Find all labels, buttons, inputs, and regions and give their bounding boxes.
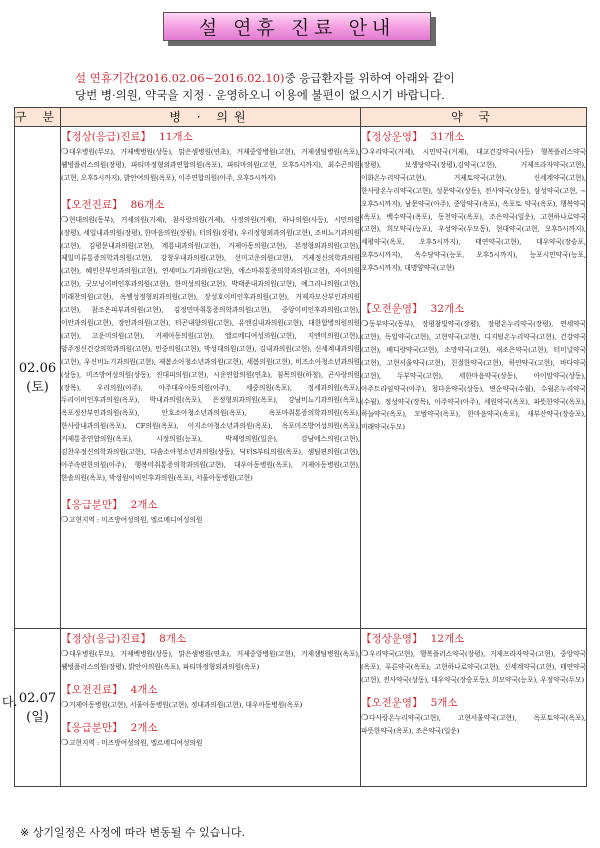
footnote: ※ 상기일정은 사정에 따라 변동될 수 있습니다. — [20, 826, 245, 839]
date: 02.06 — [18, 360, 57, 376]
header-pharmacies: 약 국 — [361, 108, 587, 127]
section-heading — [61, 631, 360, 646]
page-title: 설 연휴 진료 안내 — [198, 17, 396, 39]
clinic-list — [61, 699, 360, 712]
stray-mark: 다. — [2, 695, 18, 709]
pharmacy-list — [361, 712, 586, 738]
bullet-icon: ❍ — [61, 214, 69, 224]
title-banner — [163, 12, 435, 45]
section-count: 5개소 — [430, 696, 458, 709]
header-category: 구 분 — [15, 108, 61, 127]
section-label: 【정상운영】 — [361, 633, 423, 645]
section-label: 【오전운영】 — [361, 303, 423, 316]
bullet-icon: ❍ — [361, 319, 369, 329]
clinics-cell — [61, 629, 361, 787]
section-heading — [61, 682, 360, 697]
clinic-list-text: 고현지역 : 미즈방여성의원, 엘르메디여성의원 — [69, 515, 203, 524]
table-row — [15, 629, 587, 787]
section-heading — [361, 129, 586, 144]
title-box — [163, 12, 431, 41]
section-count: 4개소 — [130, 683, 158, 696]
intro-line2: 당번 병·의원, 약국을 지정 · 운영하오니 이용에 불편이 없으시기 바랍니다. — [75, 88, 445, 102]
intro-line1: 중 응급환자를 위하여 아래와 같이 — [284, 71, 455, 85]
clinic-list-text: 거제아동병원(고현), 서울아동병원(고현), 정내과의원(고현), 대우아동병원(옥포) — [69, 700, 303, 709]
section-label: 【응급분만】 — [61, 498, 123, 511]
clinic-list-text: 고현지역 : 미즈방여성의원, 엘르메디여성의원 — [69, 738, 203, 747]
section-count: 11개소 — [159, 131, 193, 143]
section-count: 32개소 — [430, 303, 465, 316]
pharmacies-cell — [361, 127, 587, 629]
section-heading — [61, 129, 360, 144]
header-clinics: 병 · 의원 — [61, 108, 361, 127]
section-heading — [361, 631, 586, 646]
clinic-list — [61, 737, 360, 750]
section-heading — [61, 720, 360, 735]
date: 02.07 — [18, 690, 57, 706]
section-label: 【정상(응급)진료】 — [61, 633, 152, 645]
pharmacy-list-text: 우리약국(거제), 시민약국(거제), 대교건강약국(사등) 행복플러스약국(장평), 보생당약국(장평),김약국(고현), 거제프라자약국(고현), 이화온누리약국(고현), 거제토약국(고현), 신세계약국(고현), 한사랑온누리약국(고현), 성문약국(상동), 전사약국(상동), 삼성약국(고현, ∼오후5시까지), 남문약국(아주), 중앙약국(옥포), 옥포토 약국(옥포), 행복약국(옥포), 백수약국(옥포), 동천약국(옥포), 조은약국(일운), 고현하나로약국(고현), 희모약국(능포), 우성약국(두모동), 현대약국(고현, 오후5시까지), 세평약국(옥포, 오후5시까지), 태연약국(고현), 대우약국(장승포, 오후5시까지), 옥수당약국(능포, 오후5시까지), 능포시민약국(능포, 오후5시까지), 대명양약국(고현) — [361, 148, 586, 273]
section-label: 【정상운영】 — [361, 131, 423, 143]
section-count: 31개소 — [430, 131, 465, 143]
section-heading — [61, 497, 360, 512]
weekday: (일) — [26, 709, 49, 725]
section-count: 12개소 — [430, 633, 465, 645]
clinic-list-text: 대우병원(무모), 거제백병원(상동), 맑은샘병원(연초), 거제중앙병원(고현), 거제샘팀병원(옥포), 웰빙플러스의원(장평), 파티마정형외과연합의원(옥포), 파티마의원(고현, 오후5시까지), 최수곤의원(고현, 오후5시까지), 밝안여의원(옥포), 이주연합의원(아주, 오후5시까지) — [61, 148, 360, 182]
pharmacies-cell — [361, 629, 587, 787]
schedule-table — [14, 107, 587, 787]
bullet-icon: ❍ — [61, 514, 69, 524]
section-count: 2개소 — [130, 498, 158, 511]
weekday: (토) — [26, 379, 49, 395]
section-label: 【응급분만】 — [61, 721, 123, 734]
clinic-list — [61, 648, 360, 674]
section-count: 8개소 — [159, 633, 187, 645]
clinic-list — [61, 214, 360, 485]
pharmacy-list-text: 동부약국(동부), 장평참빛약국(장평), 장평온누리약국(장평), 연세약국(고현), 독일약국(고현), 고현약국(고현), 디지털온누리약국(고현), 건강약국(고현), 베디랑약국(고현), 소망약국(고현), 새조은약국(고현), 터미널약국(고현), 고현서울약국(고현), 친절한약국(고현), 하얀약국(고현), 바다약국(고현), 두부약국(고현), 세한마음약국(상동), 아이맘약국(상동), 아주트라임약국(아주), 청다운약국(상동), 변순약국(수월), 수월온누리약국(수월), 정성약국(장목), 아주약국(아주), 세원약국(옥포), 파뜻한약국(옥포), 하늘약국(옥포), 모범약국(옥포), 한마음약국(옥포), 새부산약국(장승포), 미래약국(두모) — [361, 320, 586, 432]
bullet-icon: ❍ — [61, 147, 69, 156]
intro-period: 설 연휴기간(2016.02.06∼2016.02.10) — [75, 71, 285, 85]
bullet-icon: ❍ — [361, 649, 369, 658]
clinic-list-text: 현대의원(동부), 거세의원(거제), 참사랑의원(거제), 사정의원(거제), 하나의원(사등), 시민의원(장평), 세일내과의원(장평), 한마음의원(장평), 터의원(장평), 우리정형외과의원(고현), 조비뇨기과의원(고현), 김평문내과의원(고현), 계룡내과의원(고현), 거제아동의원(고현), 본정형외과의원(고현), 제일미류통증의학과의원(고현), 강창우내과의원(고현), 선미고운의원(고현), 거제정신의학과의원(고현), 혜인산부인과의원(고현), 연세비뇨기과의원(고현), 에스마취통증의학과의원(고현), 자이의원(고현), 굿모닝이비인후과의원(고현), 한미성의원(고현), 박태준내과의원(고현), 예그리나의원(고현), 미래찬의원(고현), 옥쌤성정형외과의원(고현), 장성호이비인후과의원(고현), 거제자모산부인과의원(고현), 참조은피부과의원(고현), 김정민마취통증의학과의원(고현), 중앙이비인후과의원(고현), 이안과의원(고현), 장안과의원(고현), 터곤내향의원(고현), 유엔김내과의원(고현), 대한합병의원의원(고현), 고운미의원(고현), 거제아동의원(고현), 엘르메디여성의원(고현), 지엔미의원(고현), 암주정신건강의학과의원(고현), 민중의원(고현), 박성대의원(고현), 김내과의원(고현), 신세계내과의원(고현), 우신비뇨기과의원(고현), 제봄소아청소년과의원(고현), 세봄의원(고현), 비즈소아청소년과의원(상동), 미즈방여성의원(상동), 진대피의원(고현), 시운연합의원(연초), 침목의원(하청), 곤사랑의원(장목), 우리의원(아주), 아주대우아동의원(아주), 세중의원(옥포), 정세과의원(옥포), 두리이비인후과의원(옥포), 박내과의원(옥포), 은정형외과의원(옥포), 강남비뇨기과의원(옥포), 옥포정산부인과의원(옥포), 안호소아청소년과의원(옥포), 옥포마취통증의학과의원(옥포), 한사랑내과의원(옥포), CF의원(옥포), 이지소아청소년과의원(옥포), 옥포미즈방여성의원(옥포), 거제통증연합의원(옥포), 시정의원(능포), 박제영의원(일운), 강남에스의원(고현), 김찬우정신의학과의원(고현), 다솜소아청소년과의원(상동), 닥터S부티의원(옥포), 샘팀편의원(고현), 아주속편한의원(아주), 행복미취통증의학과의원(고현), 대우아동병원(옥포), 거제아동병원(고현), 한솔의원(옥포), 박성원이비인후과의원(옥포), 서울아동병원(고현) — [61, 215, 360, 482]
section-label: 【오전진료】 — [61, 683, 123, 696]
date-cell — [15, 629, 61, 787]
pharmacy-list-text: 우리약국(고현), 행복플러스약국(장평), 거제프라자약국(고현), 중앙약국(옥포), 푸른약국(옥포), 고현하나로약국(고현), 신세계약국(고현), 태연약국(고현), 전사약국(상동), 대우약국(장승포동), 희모약국(능포), 우정약국(두모) — [361, 650, 586, 684]
date-cell — [15, 127, 61, 629]
clinics-cell — [61, 127, 361, 629]
pharmacy-list — [361, 146, 586, 275]
section-label: 【오전운영】 — [361, 696, 423, 709]
section-heading — [61, 197, 360, 212]
section-label: 【정상(응급)진료】 — [61, 131, 152, 143]
section-count: 86개소 — [130, 198, 165, 211]
section-label: 【오전진료】 — [61, 198, 123, 211]
section-heading — [361, 695, 586, 710]
pharmacy-list — [361, 648, 586, 687]
bullet-icon: ❍ — [361, 147, 369, 156]
intro-paragraph — [75, 70, 575, 104]
bullet-icon: ❍ — [61, 649, 69, 658]
pharmacy-list-text: 다사랑온누리약국(고현), 고현서울약국(고현), 옥포토약국(옥포), 파뜻한약국(옥포), 조은약국(일운) — [361, 713, 586, 735]
section-count: 2개소 — [130, 721, 158, 734]
bullet-icon: ❍ — [61, 737, 69, 747]
clinic-list-text: 대우병원(무모), 거제백병원(상동), 맑은샘병원(연초), 거제중앙병원(고현), 거제샘팀병원(옥포), 웰빙플러스의원(장평), 밝안아의원(옥포), 파티마정형외과의원(옥포) — [61, 650, 360, 671]
section-heading — [361, 301, 586, 316]
clinic-list — [61, 146, 360, 185]
clinic-list — [61, 514, 360, 527]
pharmacy-list — [361, 318, 586, 434]
bullet-icon: ❍ — [361, 712, 369, 722]
bullet-icon: ❍ — [61, 699, 69, 709]
table-row — [15, 127, 587, 629]
